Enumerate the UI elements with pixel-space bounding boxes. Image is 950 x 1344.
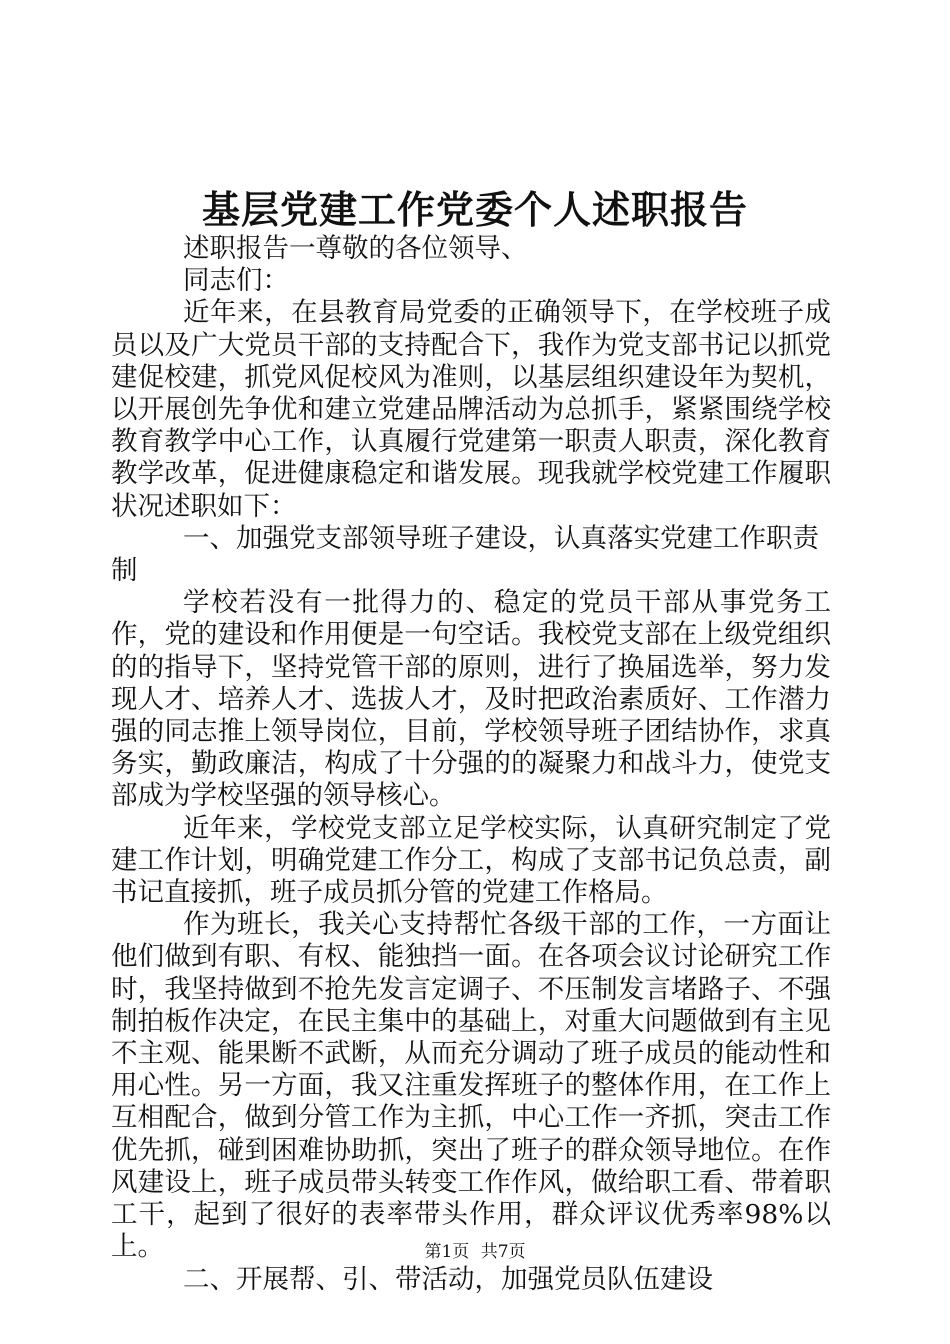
page-total: 共7页: [480, 1242, 526, 1262]
section-heading: 二、开展帮、引、带活动，加强党员队伍建设: [183, 1263, 713, 1295]
body-paragraph: 近年来，学校党支部立足学校实际，认真研究制定了党建工作计划，明确党建工作分工，构成了支部书记负总责，副书记直接抓，班子成员抓分管的党建工作格局。: [111, 812, 831, 909]
page-number: 第1页: [424, 1242, 470, 1262]
section-heading: 一、加强党支部领导班子建设，认真落实党建工作职责制: [111, 522, 819, 587]
page-footer: [0, 1240, 950, 1264]
document-title: 基层党建工作党委个人述职报告: [201, 187, 748, 232]
salutation-line: 同志们：: [183, 265, 289, 297]
body-paragraph: 近年来，在县教育局党委的正确领导下，在学校班子成员以及广大党员干部的支持配合下，我作为党支部书记以抓党建促校建，抓党风促校风为准则，以基层组织建设年为契机，以开展创先争优和建立党建品牌活动为总抓手，紧紧围绕学校教育教学中心工作，认真履行党建第一职责人职责，深化教育教学改革，促进健康稳定和谐发展。现我就学校党建工作履职状况述职如下：: [111, 297, 831, 522]
salutation-line: 述职报告一尊敬的各位领导、: [183, 233, 528, 264]
body-paragraph: 学校若没有一批得力的、稳定的党员干部从事党务工作，党的建设和作用便是一句空话。我校党支部在上级党组织的的指导下，坚持党管干部的原则，进行了换届选举，努力发现人才、培养人才、选拔人才，及时把政治素质好、工作潜力强的同志推上领导岗位，目前，学校领导班子团结协作，求真务实，勤政廉洁，构成了十分强的的凝聚力和战斗力，使党支部成为学校坚强的领导核心。: [111, 587, 831, 812]
body-paragraph: 作为班长，我关心支持帮忙各级干部的工作，一方面让他们做到有职、有权、能独挡一面。在各项会议讨论研究工作时，我坚持做到不抢先发言定调子、不压制发言堵路子、不强制拍板作决定，在民主集中的基础上，对重大问题做到有主见不主观、能果断不武断，从而充分调动了班子成员的能动性和用心性。另一方面，我又注重发挥班子的整体作用，在工作上互相配合，做到分管工作为主抓，中心工作一齐抓，突击工作优先抓，碰到困难协助抓，突出了班子的群众领导地位。在作风建设上，班子成员带头转变工作作风，做给职工看、带着职工干，起到了很好的表率带头作用，群众评议优秀率98%以上。: [111, 909, 831, 1263]
document-body: [111, 233, 831, 1296]
